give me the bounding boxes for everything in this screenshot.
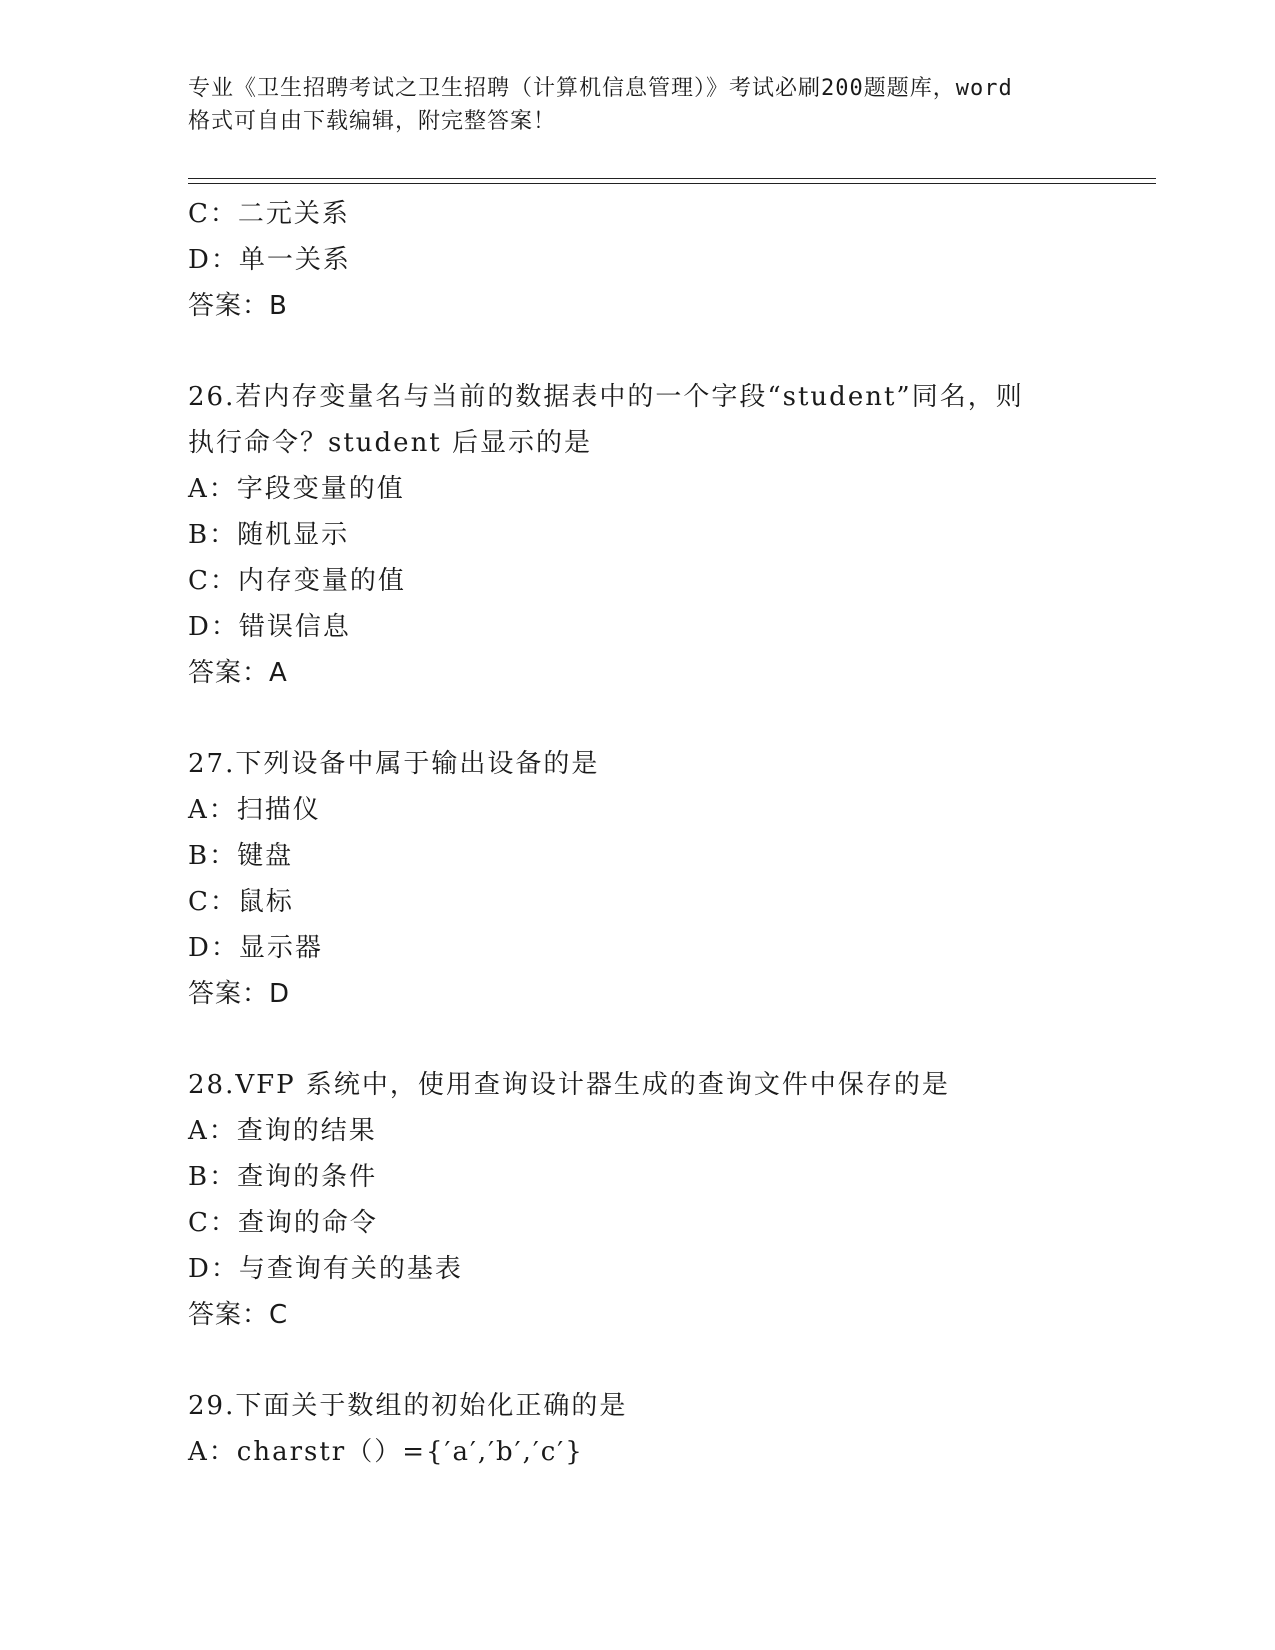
option-d: D：单一关系 xyxy=(188,245,351,275)
option-a: A：字段变量的值 xyxy=(188,474,405,504)
option-b: B：键盘 xyxy=(188,841,294,871)
question-stem: 27.下列设备中属于输出设备的是 xyxy=(188,749,600,779)
header-divider-bottom xyxy=(188,183,1156,184)
question-list xyxy=(188,191,1128,1475)
question-block-26 xyxy=(188,374,1128,696)
document-header xyxy=(188,72,1088,138)
option-c: C：查询的命令 xyxy=(188,1208,378,1238)
header-line-1: 专业《卫生招聘考试之卫生招聘（计算机信息管理）》考试必刷200题题库，word xyxy=(188,76,1013,101)
option-a: A：扫描仪 xyxy=(188,795,321,825)
answer-line: 答案：B xyxy=(188,291,288,321)
spacer xyxy=(188,696,1128,741)
option-c: C：内存变量的值 xyxy=(188,566,406,596)
option-d: D：错误信息 xyxy=(188,612,351,642)
option-b: B：随机显示 xyxy=(188,520,350,550)
option-a: A：charstr（）={′a′,′b′,′c′} xyxy=(188,1437,584,1467)
question-stem: 26.若内存变量名与当前的数据表中的一个字段“student”同名，则 xyxy=(188,382,1024,412)
question-stem: 执行命令？student 后显示的是 xyxy=(188,428,593,458)
question-block-27 xyxy=(188,741,1128,1017)
option-b: B：查询的条件 xyxy=(188,1162,378,1192)
header-line-2: 格式可自由下载编辑，附完整答案！ xyxy=(188,109,557,134)
question-block-29 xyxy=(188,1383,1128,1475)
option-a: A：查询的结果 xyxy=(188,1116,377,1146)
spacer xyxy=(188,329,1128,374)
option-d: D：显示器 xyxy=(188,933,323,963)
option-c: C：二元关系 xyxy=(188,199,350,229)
spacer xyxy=(188,1017,1128,1062)
answer-line: 答案：C xyxy=(188,1300,289,1330)
answer-line: 答案：A xyxy=(188,658,288,688)
option-d: D：与查询有关的基表 xyxy=(188,1254,463,1284)
question-block-28 xyxy=(188,1062,1128,1338)
question-stem: 28.VFP 系统中，使用查询设计器生成的查询文件中保存的是 xyxy=(188,1070,950,1100)
question-block-25-continued xyxy=(188,191,1128,329)
spacer xyxy=(188,1338,1128,1383)
option-c: C：鼠标 xyxy=(188,887,294,917)
header-divider-top xyxy=(188,178,1156,179)
question-stem: 29.下面关于数组的初始化正确的是 xyxy=(188,1391,628,1421)
answer-line: 答案：D xyxy=(188,979,291,1009)
